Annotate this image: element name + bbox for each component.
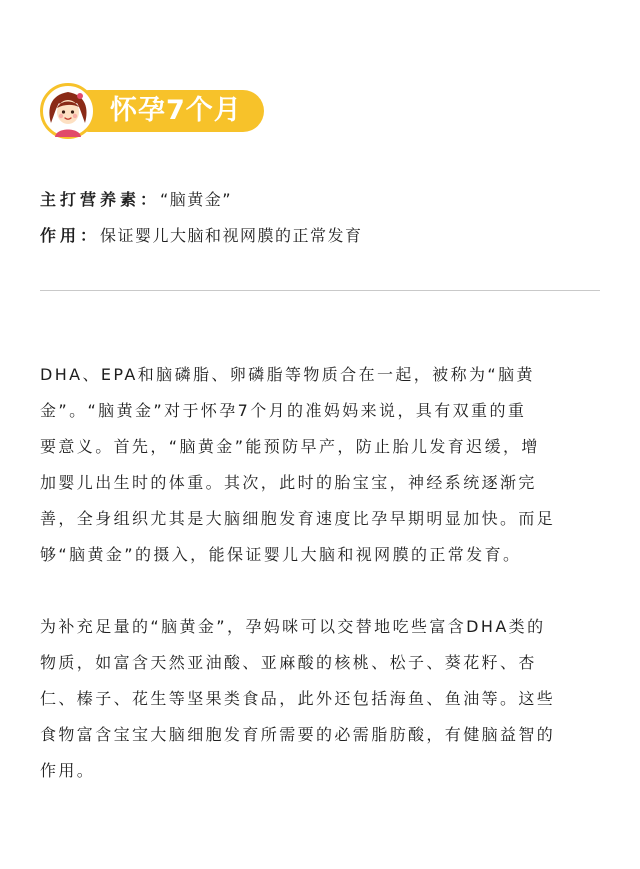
section-title: 怀孕7个月 <box>110 95 242 126</box>
section-divider <box>40 290 600 291</box>
body-paragraph: 为补充足量的“脑黄金”，孕妈咪可以交替地吃些富含DHA类的 物质，如富含天然亚油酸、亚麻酸的核桃、松子、葵花籽、杏 仁、榛子、花生等坚果类食品，此外还包括海鱼、鱼油等。这些 食物富含宝宝大脑细胞发育所需要的必需脂肪酸，有健脑益智的 作用。 <box>40 617 556 780</box>
nutrient-line <box>40 182 363 218</box>
body-paragraph: DHA、EPA和脑磷脂、卵磷脂等物质合在一起，被称为“脑黄 金”。“脑黄金”对于怀孕7个月的准妈妈来说，具有双重的重 要意义。首先，“脑黄金”能预防早产，防止胎儿发育迟缓，增 加婴儿出生时的体重。其次，此时的胎宝宝，神经系统逐渐完 善，全身组织尤其是大脑细胞发育速度比孕早期明显加快。而足 够“脑黄金”的摄入，能保证婴儿大脑和视网膜的正常发育。 <box>40 365 556 564</box>
effect-value: 保证婴儿大脑和视网膜的正常发育 <box>100 226 363 245</box>
effect-line <box>40 218 363 254</box>
effect-label: 作用： <box>40 226 101 245</box>
nutrient-value: “脑黄金” <box>160 190 233 209</box>
nutrition-summary <box>40 182 363 254</box>
pregnant-woman-avatar-icon <box>40 83 96 139</box>
section-badge <box>40 83 264 139</box>
nutrient-label: 主打营养素： <box>40 190 161 209</box>
